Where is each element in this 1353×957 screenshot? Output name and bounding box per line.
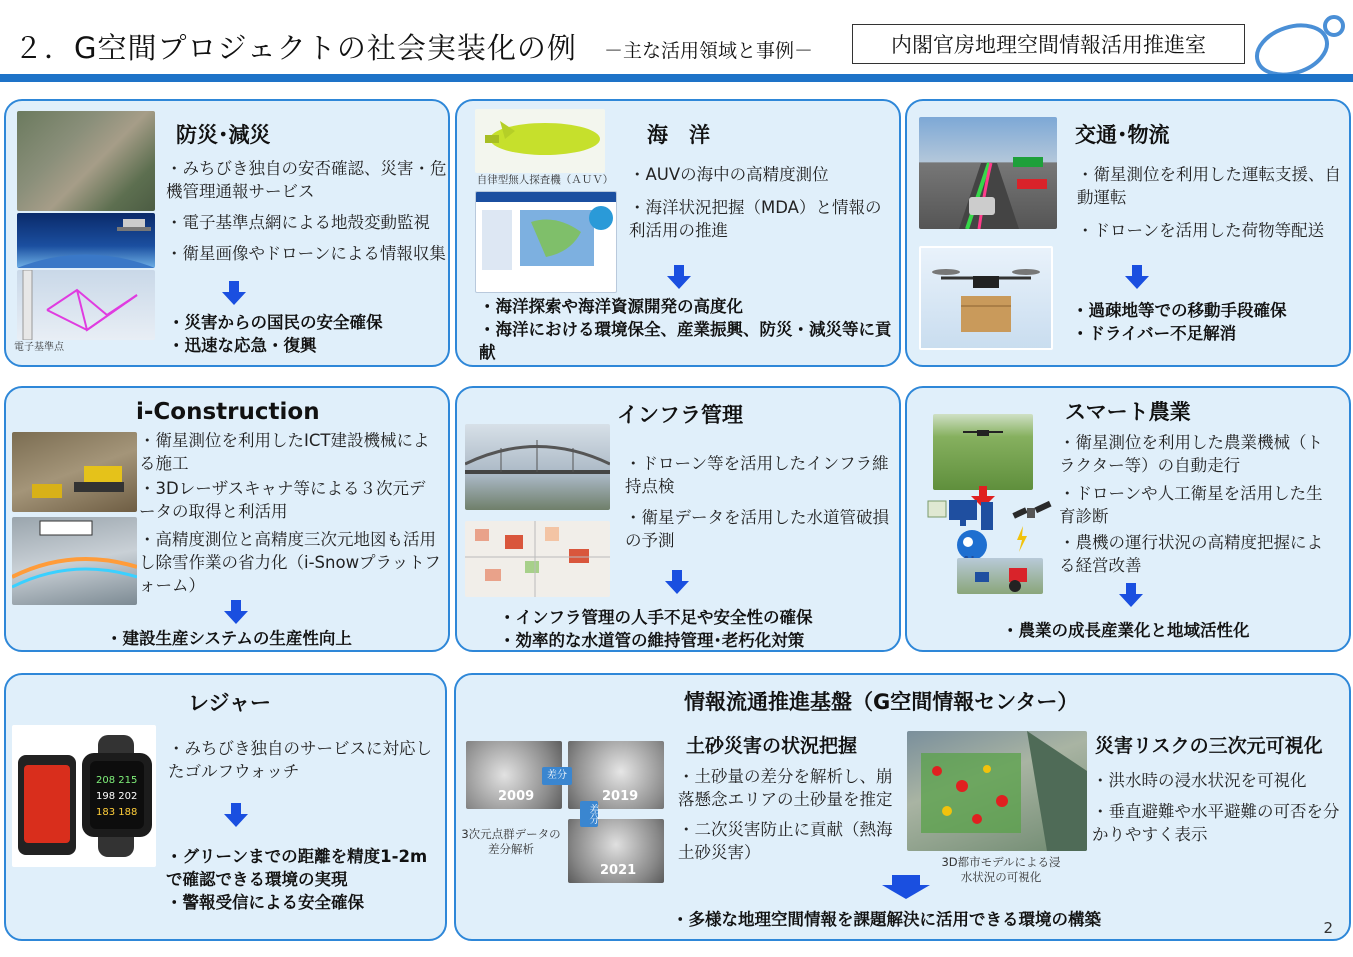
bullet-item: ・3Dレーザスキャナ等による３次元データの取得と利活用 (139, 479, 426, 521)
down-arrow-icon (667, 265, 691, 289)
organization-box: 内閣官房地理空間情報活用推進室 (852, 24, 1245, 64)
bullet-item: ・AUVの海中の高精度測位 (629, 165, 829, 184)
result-item: ・迅速な応急・復興 (168, 336, 317, 355)
year-label: 2019 (602, 789, 639, 804)
bullet-item: ・衛星測位を利用した運転支援、自動運転 (1077, 165, 1341, 207)
diff-arrow-horizontal: 差分 (542, 767, 572, 785)
panel-heading: 防災･減災 (176, 123, 271, 147)
farm-drone-photo (933, 414, 1033, 490)
satellite-icon (17, 213, 155, 268)
bullet-item: ・洪水時の浸水状況を可視化 (1092, 771, 1307, 790)
diff-arrow-vertical: 差分 (580, 801, 598, 827)
bullet-item: ・農機の運行状況の高精度把握による経営改善 (1059, 533, 1323, 575)
panel-heading: 交通･物流 (1075, 123, 1170, 147)
page-title: ２．G空間プロジェクトの社会実装化の例 (14, 31, 577, 65)
panel-heading: i-Construction (136, 399, 320, 425)
ocean-info-system-slide (475, 191, 617, 293)
result-item: ・海洋における環境保全、産業振興、防災・減災等に貢献 (479, 320, 892, 362)
satellite-icon (1009, 498, 1055, 528)
bullet-item: ・海洋状況把握（MDA）と情報の利活用の推進 (629, 198, 882, 240)
construction-machine-photo (12, 432, 137, 512)
bullet-item: ・土砂量の差分を解析し、崩落懸念エリアの土砂量を推定 (678, 767, 893, 809)
panel-heading: スマート農業 (1065, 400, 1191, 424)
result-item: ・インフラ管理の人手不足や安全性の確保 (499, 608, 813, 627)
result-item: ・警報受信による安全確保 (166, 893, 364, 912)
down-arrow-icon (222, 281, 246, 305)
panel-g-spatial-center (454, 673, 1351, 941)
satellite-banner (17, 213, 155, 268)
down-arrow-icon (665, 570, 689, 594)
down-arrow-icon (1125, 265, 1149, 289)
flood-caption: 3D都市モデルによる浸水状況の可視化 (941, 855, 1061, 884)
landslide-photo (17, 111, 155, 211)
bullet-item: ・ドローン等を活用したインフラ維持点検 (625, 454, 889, 496)
bullet-item: ・衛星測位を利用したICT建設機械による施工 (139, 431, 430, 473)
auv-photo (475, 109, 605, 173)
logo-icon (1250, 8, 1350, 78)
point-cloud-caption: 3次元点群データの差分解析 (461, 827, 561, 856)
result-item: ・ドライバー不足解消 (1072, 324, 1237, 343)
gnss-network-map (17, 270, 155, 340)
flood-3d-model-image (907, 731, 1087, 851)
year-label: 2009 (498, 789, 535, 804)
result-item: ・過疎地等での移動手段確保 (1072, 301, 1287, 320)
result-item: ・効率的な水道管の維持管理･老朽化対策 (499, 631, 805, 650)
bullet-item: ・垂直避難や水平避難の可否を分かりやすく表示 (1092, 802, 1340, 844)
bullet-item: ・ドローンを活用した荷物等配送 (1077, 221, 1325, 240)
lightning-icon (1015, 526, 1029, 552)
section-heading: 土砂災害の状況把握 (686, 735, 858, 757)
bullet-item: ・高精度測位と高精度三次元地図も活用し除雪作業の省力化（i-Snowプラットフォーム） (139, 530, 441, 595)
result-item: ・災害からの国民の安全確保 (168, 313, 383, 332)
result-item: ・農業の成長産業化と地域活性化 (1002, 621, 1250, 640)
svg-text:198 202: 198 202 (96, 791, 138, 802)
panel-heading: 海 洋 (647, 123, 710, 147)
svg-text:208 215: 208 215 (96, 775, 138, 786)
down-arrow-icon (224, 803, 248, 827)
page-number: 2 (1323, 919, 1333, 937)
result-item: ・建設生産システムの生産性向上 (106, 629, 352, 648)
bullet-item: ・みちびき独自のサービスに対応したゴルフウォッチ (168, 739, 432, 781)
panel-infrastructure (455, 386, 901, 652)
panel-heading: インフラ管理 (617, 403, 743, 427)
down-arrow-icon (224, 600, 248, 624)
year-label: 2021 (600, 863, 637, 878)
bullet-item: ・二次災害防止に貢献（熱海土砂災害） (678, 820, 893, 862)
panel-i-construction (4, 386, 450, 652)
result-item: ・多様な地理空間情報を課題解決に活用できる環境の構築 (672, 910, 1101, 929)
bullet-item: ・衛星測位を利用した農業機械（トラクター等）の自動走行 (1059, 433, 1323, 475)
panel-heading: レジャー (188, 691, 272, 715)
header-rule (0, 74, 1353, 82)
bullet-item: ・みちびき独自の安否確認、災害・危機管理通報サービス (166, 159, 447, 201)
bullet-item: ・衛星データを活用した水道管破損の予測 (625, 508, 889, 550)
panel-smart-agriculture (905, 386, 1351, 652)
panel-ocean (455, 99, 901, 367)
bullet-item: ・衛星画像やドローンによる情報収集 (166, 244, 446, 263)
water-pipe-risk-map (465, 521, 610, 597)
auv-caption: 自律型無人探査機（ＡＵＶ） (476, 174, 614, 186)
svg-text:183 188: 183 188 (96, 807, 138, 818)
page-subtitle: －主な活用領域と事例－ (604, 40, 814, 62)
image-icon (927, 500, 947, 518)
driving-assist-image (919, 117, 1057, 229)
golf-watch-photo (12, 725, 156, 867)
drone-icon (933, 414, 1033, 490)
down-arrow-icon (1119, 583, 1143, 607)
panel-leisure (4, 673, 447, 941)
bridge-drone-photo (465, 424, 610, 510)
drone-icon (921, 248, 1051, 348)
gnss-caption: 電子基準点 (14, 342, 64, 353)
bullet-item: ・ドローンや人工衛星を活用した生育診断 (1059, 484, 1323, 526)
result-item: ・グリーンまでの距離を精度1-2mで確認できる環境の実現 (166, 847, 428, 889)
down-arrow-icon (882, 875, 930, 899)
drone-delivery-image (919, 246, 1053, 350)
section-heading: 災害リスクの三次元可視化 (1095, 735, 1323, 757)
panel-transport-logistics (905, 99, 1351, 367)
bullet-item: ・電子基準点網による地殻変動監視 (166, 213, 430, 232)
panel-disaster-prevention (4, 99, 450, 367)
snow-removal-3d-map (12, 517, 137, 605)
panel-heading: 情報流通推進基盤（G空間情報センター） (684, 690, 1079, 714)
watch-icon (12, 725, 156, 867)
tractor-photo (957, 558, 1043, 594)
result-item: ・海洋探索や海洋資源開発の高度化 (479, 297, 743, 316)
